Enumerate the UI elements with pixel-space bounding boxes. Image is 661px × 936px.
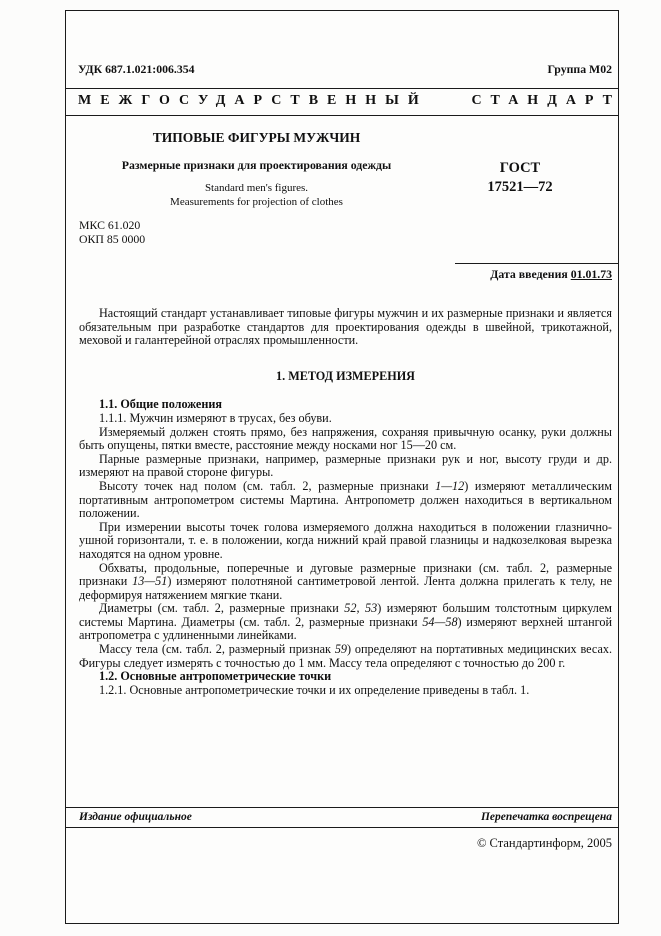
body-paragraph: Высоту точек над полом (см. табл. 2, размерные признаки 1—12) измеряют металлическим портативным антропометром системы Мартина. Антропометр должен находиться в вертикальном положении. [79, 478, 612, 521]
body-text [79, 307, 612, 697]
introduction-date-value: 01.01.73 [570, 267, 612, 281]
body-paragraph: При измерении высоты точек голова измеряемого должна находиться в положении глазнично-ушной горизонтали, т. е. в положении, когда нижний край правой глазницы и надкозелковая вырезка находятся на одном уровне. [79, 519, 612, 561]
body-paragraph: Массу тела (см. табл. 2, размерный признак 59) определяют на портативных медицинских весах. Фигуры следует измерять с точностью до 1 мм. Массу тела определяют с точностью до 200 г. [79, 642, 612, 670]
meta-row [78, 62, 612, 77]
document-subtitle: Размерные признаки для проектирования одежды [121, 158, 392, 172]
divider-rule [66, 88, 618, 89]
footer-row [66, 808, 618, 827]
page-frame [65, 10, 619, 924]
body-paragraph: Парные размерные признаки, например, размерные признаки рук и ног, высоту груди и др. измеряют на правой стороне фигуры. [79, 451, 612, 480]
standard-designation [460, 159, 580, 197]
body-paragraph: Обхваты, продольные, поперечные и дуговые размерные признаки (см. табл. 2, размерные признаки 13—51) измеряют полотняной сантиметровой лентой. Лента должна прилегать к телу, не деформируя натяжением мягкие ткани. [79, 560, 613, 602]
introduction-date-label: Дата введения [490, 267, 568, 281]
mks-code: МКС 61.020 [79, 218, 141, 232]
okp-code: ОКП 85 0000 [79, 231, 146, 246]
standard-type-word: СТАНДАРТ [471, 93, 621, 108]
udk-code: УДК 687.1.021:006.354 [78, 62, 195, 76]
footer [66, 807, 618, 828]
body-paragraph: Диаметры (см. табл. 2, размерные признаки 52, 53) измеряют большим толстотным циркулем системы Мартина. Диаметры (см. табл. 2, размерные признаки 54—58) измеряют верхней штангой антропометра с удлиненными линейками. [79, 601, 613, 643]
clause-paragraph: 1.1.1. Мужчин измеряют в трусах, без обуви. [99, 410, 332, 425]
group-code: Группа М02 [547, 62, 612, 76]
reprint-prohibited-note: Перепечатка воспрещена [480, 811, 612, 823]
intro-paragraph: Настоящий стандарт устанавливает типовые фигуры мужчин и их размерные признаки и является обязательным при разработке стандартов для проектирования одежды в швейной, трикотажной, меховой и галантерейной отраслях промышленности. [79, 306, 612, 348]
designation-number: 17521—72 [487, 179, 553, 195]
standard-type-banner [78, 92, 621, 109]
subsection-heading: 1.1. Общие положения [99, 397, 222, 412]
section-heading: 1. МЕТОД ИЗМЕРЕНИЯ [276, 368, 415, 383]
clause-paragraph: 1.2.1. Основные антропометрические точки и их определение приведены в табл. 1. [99, 682, 530, 697]
official-edition-note: Издание официальное [79, 811, 192, 823]
divider-rule [455, 263, 618, 264]
subsection-heading: 1.2. Основные антропометрические точки [99, 669, 332, 684]
copyright-notice: © Стандартинформ, 2005 [476, 836, 612, 850]
document-title: ТИПОВЫЕ ФИГУРЫ МУЖЧИН [152, 130, 361, 145]
english-title-line: Measurements for projection of clothes [170, 196, 343, 208]
classification-codes [79, 219, 145, 246]
introduction-date [490, 267, 612, 282]
standard-type-word: МЕЖГОСУДАРСТВЕННЫЙ [78, 93, 428, 108]
divider-rule [66, 827, 618, 828]
designation-label: ГОСТ [499, 160, 541, 176]
document-title-english [79, 181, 434, 209]
divider-rule [66, 115, 618, 116]
english-title-line: Standard men's figures. [204, 182, 309, 194]
body-paragraph: Измеряемый должен стоять прямо, без напряжения, сохраняя привычную осанку, руки должны быть опущены, пятки вместе, расстояние между носками ног 15—20 см. [79, 424, 612, 453]
title-block [79, 130, 434, 209]
